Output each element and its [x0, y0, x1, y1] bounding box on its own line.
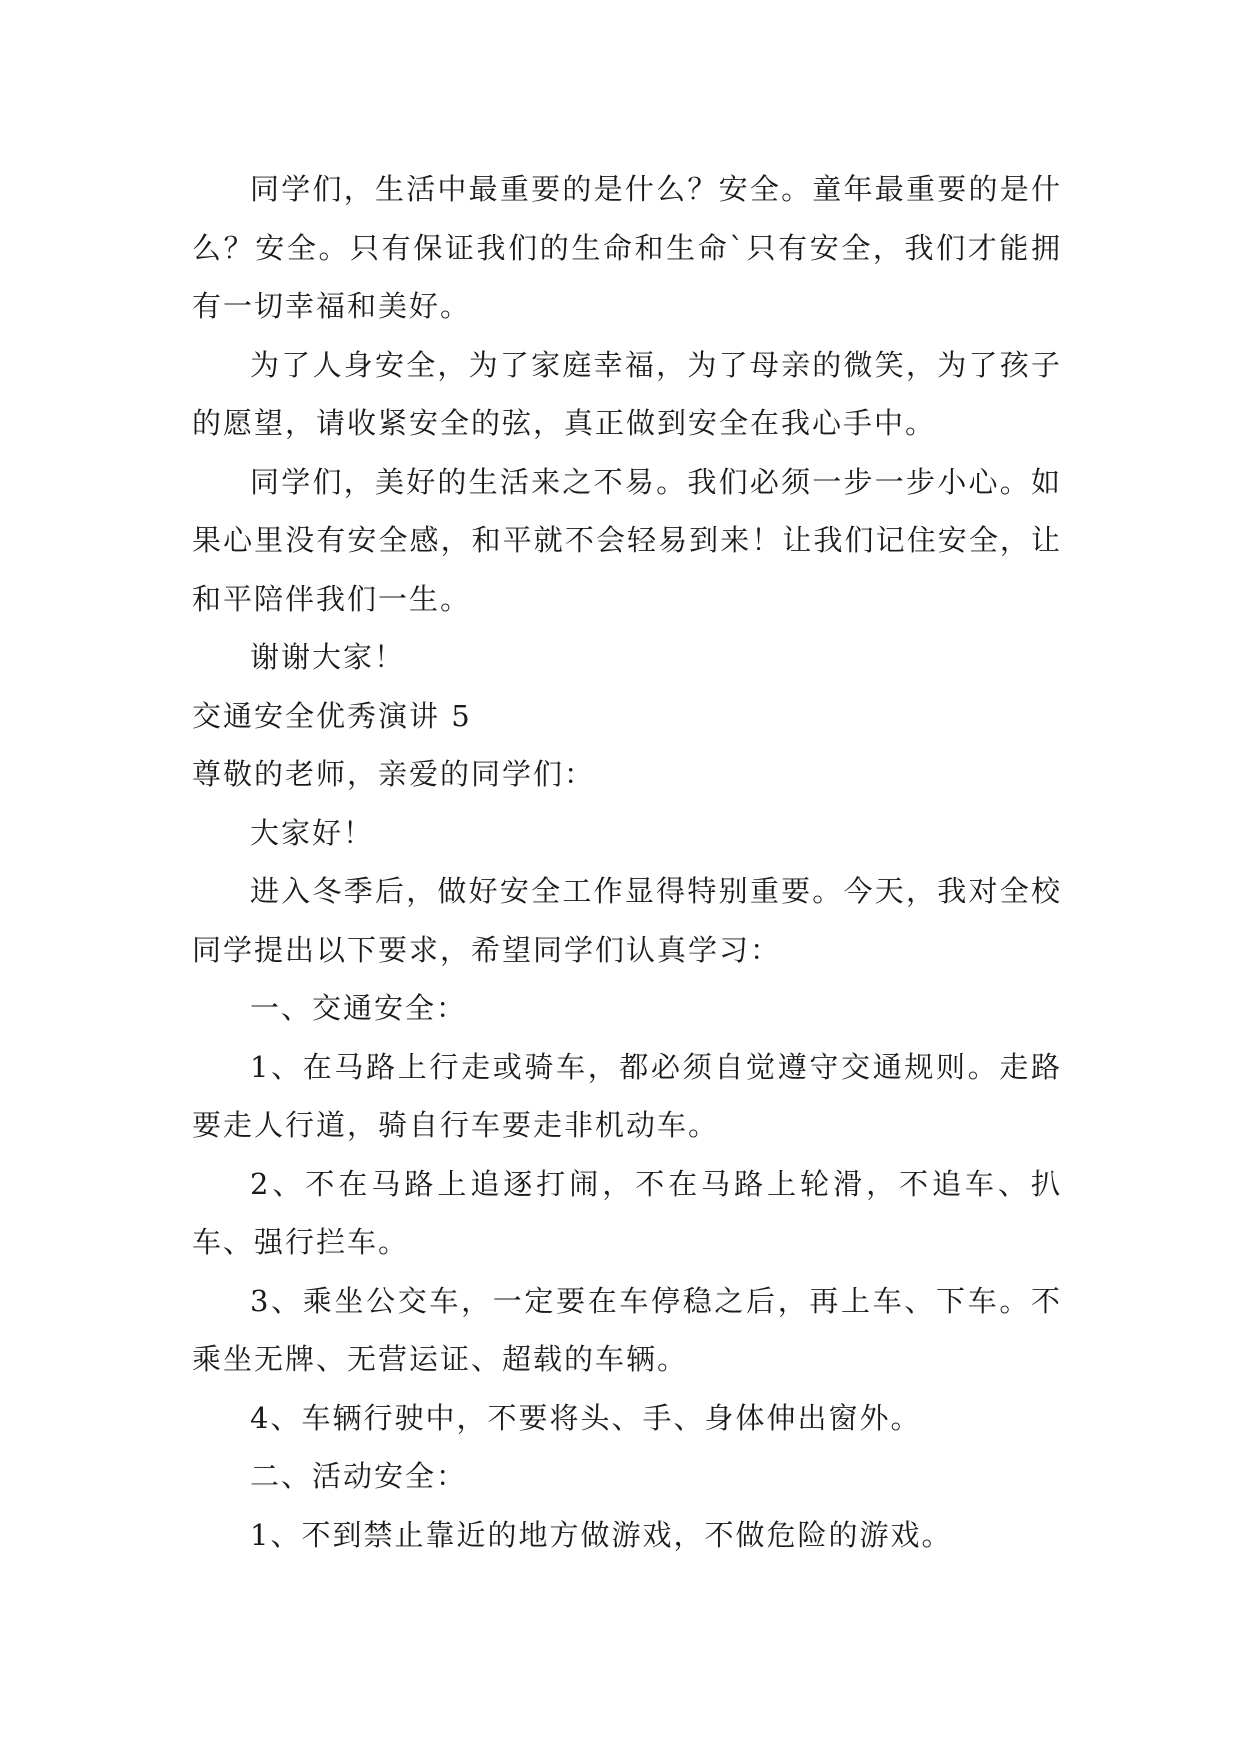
list-item-traffic-4: 4、车辆行驶中，不要将头、手、身体伸出窗外。 — [250, 1400, 922, 1435]
list-item-traffic-3: 3、乘坐公交车，一定要在车停稳之后，再上车、下车。不乘坐无牌、无营运证、超载的车辆。 — [192, 1283, 1062, 1376]
heading-activity-safety: 二、活动安全： — [250, 1459, 468, 1493]
paragraph-better-life: 同学们，美好的生活来之不易。我们必须一步一步小心。如果心里没有安全感，和平就不会轻易到来！让我们记住安全，让和平陪伴我们一生。 — [192, 464, 1062, 616]
salutation: 尊敬的老师，亲爱的同学们： — [192, 757, 596, 791]
paragraph-winter-intro: 进入冬季后，做好安全工作显得特别重要。今天，我对全校同学提出以下要求，希望同学们认真学习： — [192, 874, 1062, 967]
paragraph-safety-importance: 同学们，生活中最重要的是什么？安全。童年最重要的是什么？安全。只有保证我们的生命和生命`只有安全，我们才能拥有一切幸福和美好。 — [192, 172, 1062, 323]
document-body — [192, 160, 1062, 1564]
greeting: 大家好！ — [250, 815, 375, 850]
paragraph-thanks: 谢谢大家！ — [250, 640, 406, 674]
list-item-traffic-2: 2、不在马路上追逐打闹，不在马路上轮滑，不追车、扒车、强行拦车。 — [192, 1166, 1062, 1259]
section-title: 交通安全优秀演讲 5 — [192, 698, 472, 733]
heading-traffic-safety: 一、交通安全： — [250, 991, 468, 1025]
list-item-traffic-1: 1、在马路上行走或骑车，都必须自觉遵守交通规则。走路要走人行道，骑自行车要走非机动车。 — [192, 1049, 1062, 1142]
list-item-activity-1: 1、不到禁止靠近的地方做游戏，不做危险的游戏。 — [250, 1517, 953, 1552]
paragraph-family-happiness: 为了人身安全，为了家庭幸福，为了母亲的微笑，为了孩子的愿望，请收紧安全的弦，真正做到安全在我心手中。 — [192, 347, 1062, 440]
